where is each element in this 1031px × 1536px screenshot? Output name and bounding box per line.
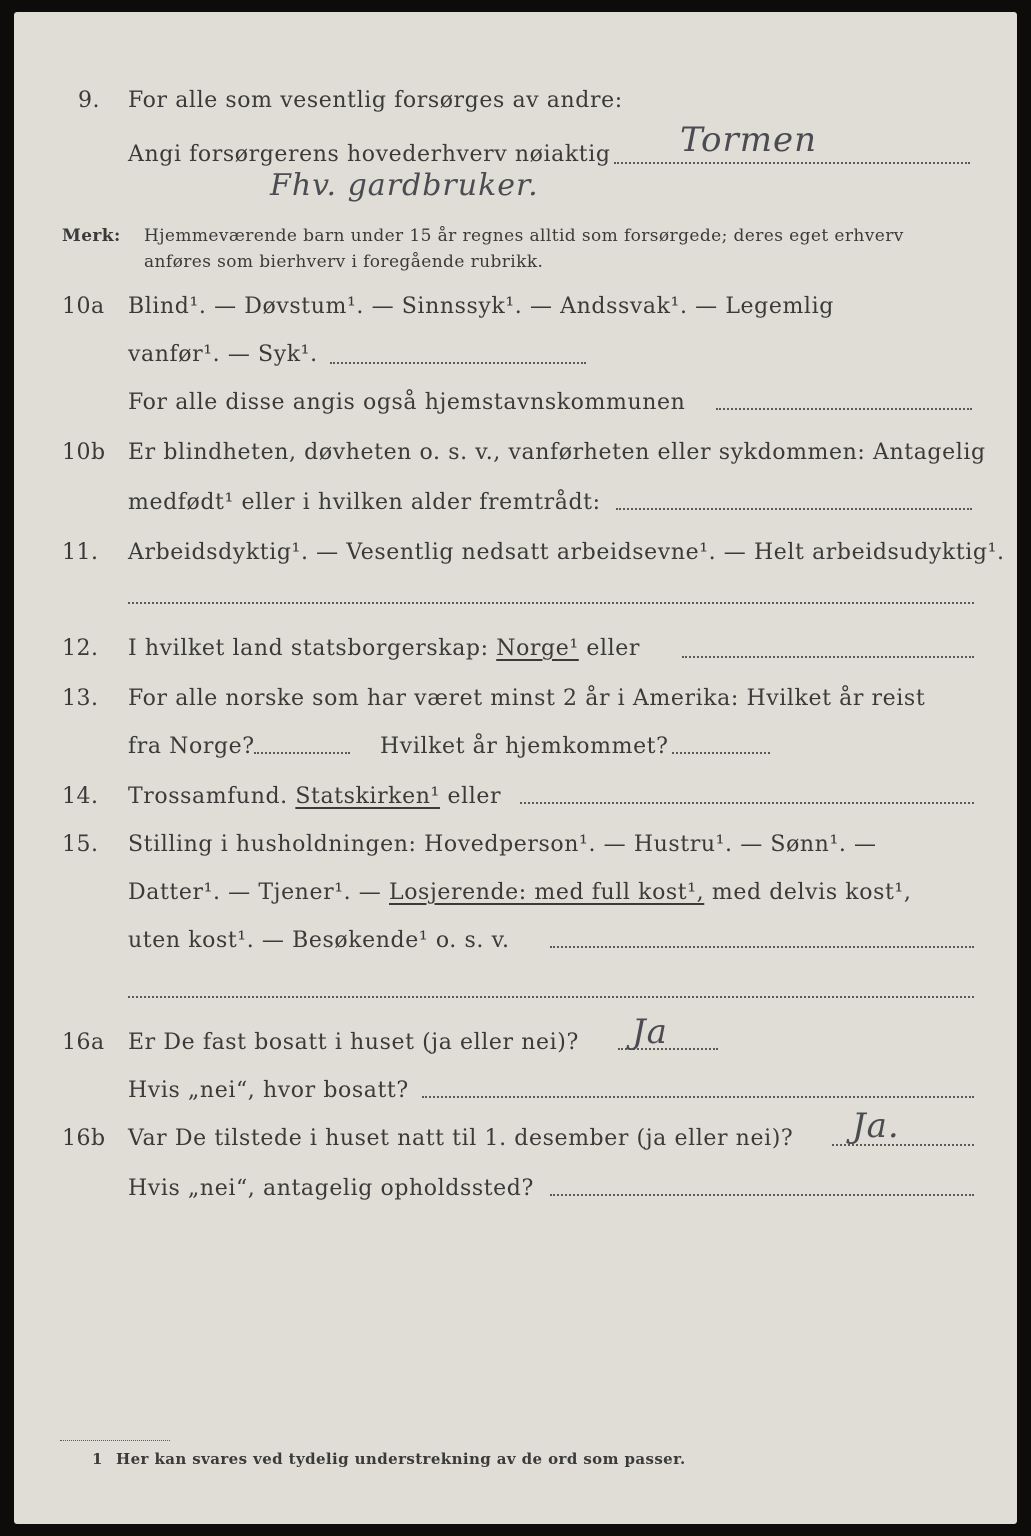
q13-number: 13. — [62, 686, 99, 711]
q15-line2b: med delvis kost¹, — [711, 880, 912, 905]
q13-line2a: fra Norge? — [128, 734, 255, 759]
q15-underlined-losjerende: Losjerende: med full kost¹, — [389, 880, 705, 905]
q10a-line1: Blind¹. — Døvstum¹. — Sinnssyk¹. — Andssvak¹. — Legemlig — [128, 294, 834, 319]
q10a-kommune-line — [716, 408, 972, 410]
q16b-line1: Var De tilstede i huset natt til 1. desember (ja eller nei)? — [128, 1126, 794, 1151]
q16b-handwritten-answer: Ja. — [852, 1106, 900, 1146]
q16b-number: 16b — [62, 1126, 106, 1151]
q13-line2b: Hvilket år hjemkommet? — [380, 734, 669, 759]
q10a-number: 10a — [62, 294, 105, 319]
q9-line1: For alle som vesentlig forsørges av andre: — [128, 88, 623, 113]
q10a-answer-line — [330, 362, 586, 364]
q15-extra-line — [128, 996, 974, 998]
q12-number: 12. — [62, 636, 99, 661]
q16a-line2: Hvis „nei“, hvor bosatt? — [128, 1078, 409, 1103]
q15-line1: Stilling i husholdningen: Hovedperson¹. — Hustru¹. — Sønn¹. — — [128, 832, 877, 857]
merk-line2: anføres som bierhverv i foregående rubrikk. — [144, 252, 544, 272]
q14-answer-line — [520, 802, 974, 804]
q13-reist-line — [254, 752, 350, 754]
q12-answer-line — [682, 656, 974, 658]
q12-prefix: I hvilket land statsborgerskap: — [128, 636, 489, 661]
q10b-line2: medfødt¹ eller i hvilken alder fremtrådt: — [128, 490, 601, 515]
q16b-opholdssted-line — [550, 1194, 974, 1196]
q14-underlined-statskirken: Statskirken¹ — [295, 784, 440, 809]
footnote-text: Her kan svares ved tydelig understrekning av de ord som passer. — [116, 1450, 686, 1468]
q15-answer-line — [550, 946, 974, 948]
q12-text — [128, 636, 640, 661]
q9-handwritten-answer1: Tormen — [680, 120, 818, 160]
merk-line1: Hjemmeværende barn under 15 år regnes alltid som forsørgede; deres eget erhverv — [144, 226, 904, 246]
q12-suffix: eller — [586, 636, 640, 661]
q10a-line3: For alle disse angis også hjemstavnskommunen — [128, 390, 686, 415]
footnote-rule — [60, 1440, 170, 1441]
q14-prefix: Trossamfund. — [128, 784, 288, 809]
q11-answer-line — [128, 602, 974, 604]
q16a-bosatt-line — [422, 1096, 974, 1098]
q10b-answer-line — [616, 508, 972, 510]
merk-label: Merk: — [62, 226, 121, 246]
q16b-line2: Hvis „nei“, antagelig opholdssted? — [128, 1176, 534, 1201]
q15-number: 15. — [62, 832, 99, 857]
q14-text — [128, 784, 501, 809]
q10b-number: 10b — [62, 440, 106, 465]
q16a-number: 16a — [62, 1030, 105, 1055]
q13-line1: For alle norske som har været minst 2 år i Amerika: Hvilket år reist — [128, 686, 926, 711]
q15-line3: uten kost¹. — Besøkende¹ o. s. v. — [128, 928, 510, 953]
q15-line2a: Datter¹. — Tjener¹. — — [128, 880, 382, 905]
footnote-mark: 1 — [92, 1450, 103, 1468]
q10a-line2: vanfør¹. — Syk¹. — [128, 342, 318, 367]
q9-handwritten-answer2: Fhv. gardbruker. — [270, 168, 539, 203]
q14-suffix: eller — [447, 784, 502, 809]
q15-line2 — [128, 880, 911, 905]
q11-line1: Arbeidsdyktig¹. — Vesentlig nedsatt arbeidsevne¹. — Helt arbeidsudyktig¹. — [128, 540, 1005, 565]
q9-number: 9. — [78, 88, 100, 113]
q16a-handwritten-answer: Ja — [632, 1012, 668, 1052]
q9-line2: Angi forsørgerens hovederhverv nøiaktig — [128, 142, 611, 167]
q11-number: 11. — [62, 540, 99, 565]
q10b-line1: Er blindheten, døvheten o. s. v., vanførheten eller sykdommen: Antagelig — [128, 440, 986, 465]
q14-number: 14. — [62, 784, 99, 809]
q9-answer-line — [614, 162, 970, 164]
q16a-line1: Er De fast bosatt i huset (ja eller nei)? — [128, 1030, 579, 1055]
q12-underlined-norge: Norge¹ — [496, 636, 579, 661]
q13-hjemkommet-line — [672, 752, 770, 754]
